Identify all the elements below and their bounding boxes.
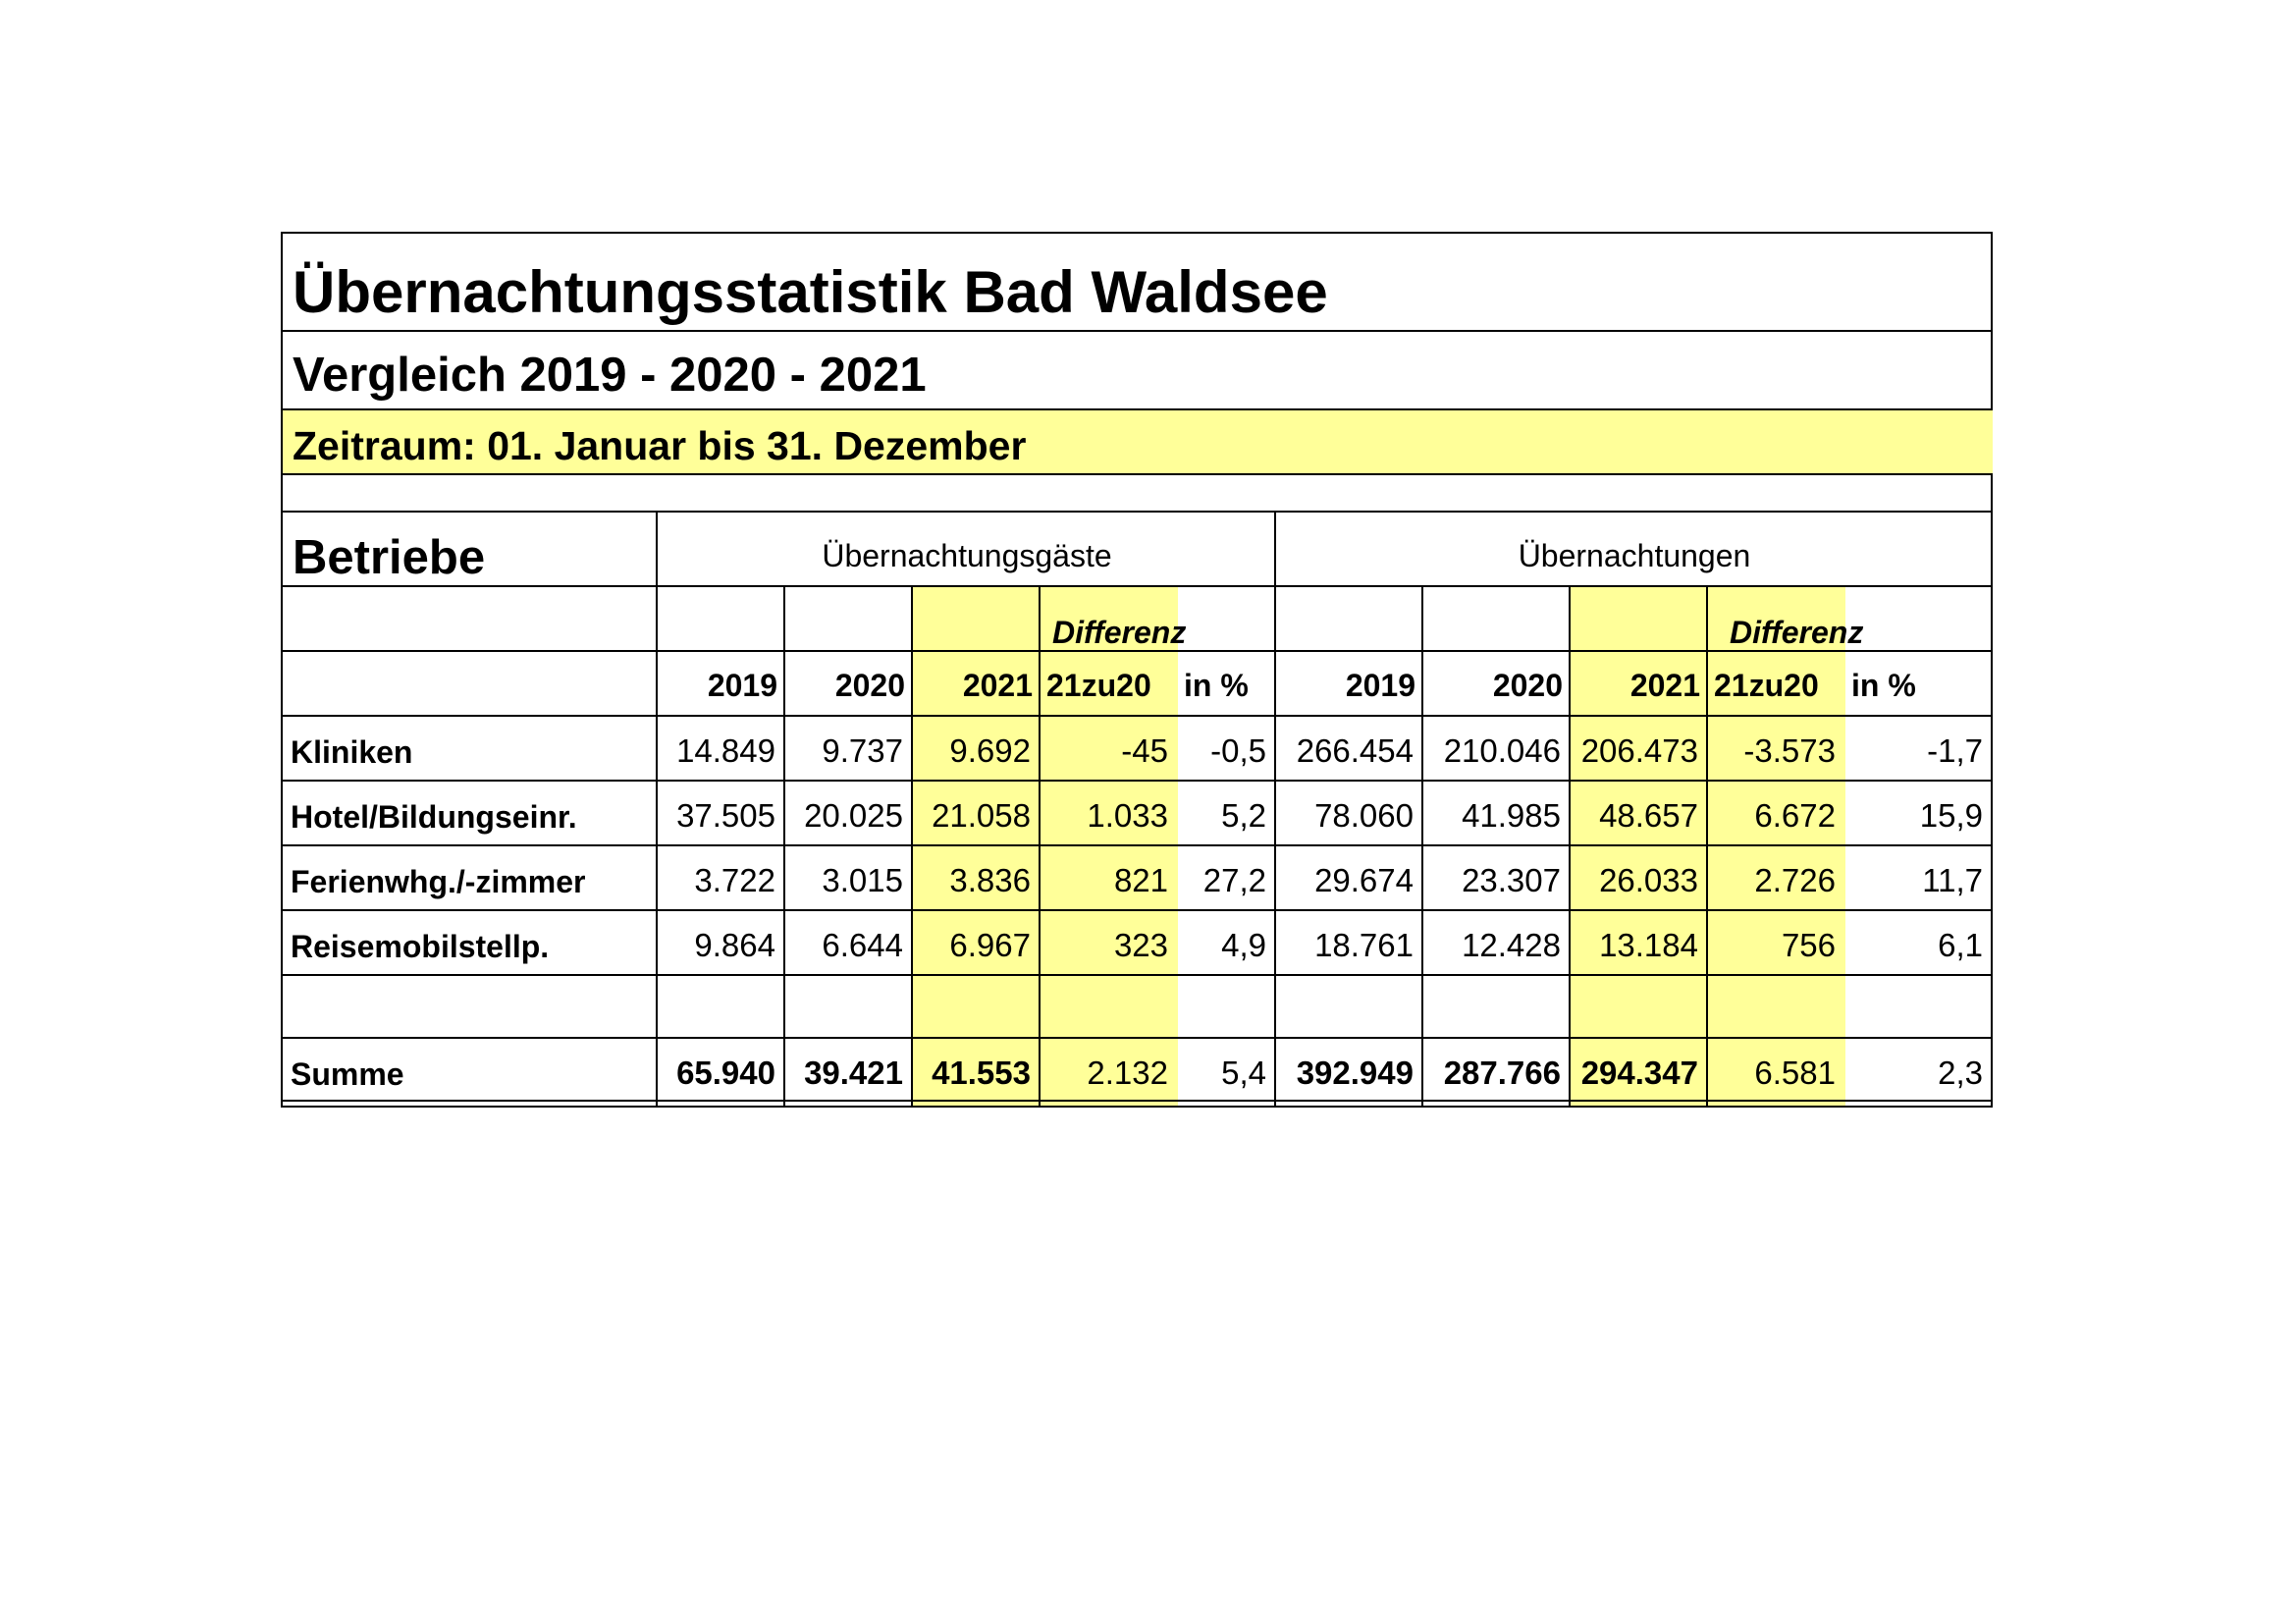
- row-divider: [283, 408, 1993, 410]
- column-header-guests-2020: 2020: [834, 668, 905, 703]
- row-divider: [283, 909, 1993, 911]
- column-header-guests-in: in %: [1184, 668, 1249, 703]
- table-cell: 6,1: [1938, 927, 1983, 963]
- table-cell: 2.726: [1754, 862, 1836, 898]
- table-cell: 9.692: [949, 732, 1031, 769]
- row-label: Reisemobilstellp.: [291, 929, 550, 964]
- table-cell: 821: [1113, 862, 1168, 898]
- table-cell: 37.505: [676, 797, 775, 834]
- table-cell: 3.015: [822, 862, 903, 898]
- row-label: Ferienwhg./-zimmer: [291, 864, 586, 899]
- table-cell: 48.657: [1599, 797, 1698, 834]
- table-cell: 294.347: [1580, 1055, 1698, 1091]
- column-divider: [1569, 585, 1571, 1106]
- table-cell: 2.132: [1087, 1055, 1168, 1091]
- table-cell: 39.421: [804, 1055, 903, 1091]
- table-cell: 20.025: [804, 797, 903, 834]
- total-double-underline: [283, 1100, 1993, 1102]
- table-cell: 5,2: [1221, 797, 1266, 834]
- table-cell: 206.473: [1580, 732, 1698, 769]
- table-cell: 12.428: [1462, 927, 1561, 963]
- row-header-betriebe: Betriebe: [293, 531, 486, 584]
- table-cell: 756: [1781, 927, 1836, 963]
- column-divider: [1421, 585, 1423, 1106]
- table-cell: 78.060: [1314, 797, 1414, 834]
- column-divider: [911, 585, 913, 1106]
- row-divider: [283, 1037, 1993, 1039]
- row-divider: [283, 585, 1993, 587]
- column-header-guests-2019: 2019: [707, 668, 777, 703]
- table-cell: 27,2: [1202, 862, 1266, 898]
- column-divider: [1706, 585, 1708, 1106]
- diff-label-overnights: Differenz: [1730, 615, 1864, 650]
- table-cell: 6.644: [822, 927, 903, 963]
- table-cell: 13.184: [1599, 927, 1698, 963]
- table-cell: 3.722: [694, 862, 775, 898]
- table-cell: 5,4: [1221, 1055, 1266, 1091]
- table-cell: 2,3: [1938, 1055, 1983, 1091]
- table-cell: 4,9: [1221, 927, 1266, 963]
- table-cell: -3.573: [1743, 732, 1836, 769]
- column-header-overnights-in: in %: [1851, 668, 1916, 703]
- table-cell: 287.766: [1443, 1055, 1561, 1091]
- table-cell: -1,7: [1927, 732, 1983, 769]
- row-label: Kliniken: [291, 734, 413, 770]
- table-cell: 26.033: [1599, 862, 1698, 898]
- column-header-overnights-21zu20: 21zu20: [1714, 668, 1819, 703]
- table-cell: -45: [1121, 732, 1168, 769]
- table-cell: 65.940: [676, 1055, 775, 1091]
- table-cell: 1.033: [1087, 797, 1168, 834]
- row-divider: [283, 330, 1993, 332]
- table-cell: 18.761: [1314, 927, 1414, 963]
- period-label: Zeitraum: 01. Januar bis 31. Dezember: [293, 423, 1027, 468]
- column-divider: [783, 585, 785, 1106]
- row-label: Hotel/Bildungseinr.: [291, 799, 577, 835]
- row-divider: [283, 844, 1993, 846]
- row-divider: [283, 650, 1993, 652]
- row-divider: [283, 511, 1993, 513]
- row-divider: [283, 780, 1993, 782]
- table-cell: 6.581: [1754, 1055, 1836, 1091]
- table-cell: 392.949: [1296, 1055, 1414, 1091]
- table-cell: 11,7: [1922, 862, 1983, 898]
- diff-label-guests: Differenz: [1052, 615, 1187, 650]
- table-cell: 6.672: [1754, 797, 1836, 834]
- table-cell: 14.849: [676, 732, 775, 769]
- table-cell: 9.864: [694, 927, 775, 963]
- table-cell: 323: [1113, 927, 1168, 963]
- column-header-overnights-2021: 2021: [1629, 668, 1700, 703]
- table-cell: 6.967: [949, 927, 1031, 963]
- table-cell: 15,9: [1919, 797, 1983, 834]
- sheet-subtitle: Vergleich 2019 - 2020 - 2021: [293, 349, 927, 402]
- column-header-overnights-2020: 2020: [1492, 668, 1563, 703]
- row-label: Summe: [291, 1056, 404, 1092]
- table-cell: 9.737: [822, 732, 903, 769]
- statistics-sheet: [281, 232, 1993, 1108]
- table-cell: 41.553: [932, 1055, 1031, 1091]
- table-cell: 266.454: [1296, 732, 1414, 769]
- column-header-guests-21zu20: 21zu20: [1046, 668, 1151, 703]
- table-cell: 29.674: [1314, 862, 1414, 898]
- column-divider: [1039, 585, 1041, 1106]
- table-cell: 21.058: [932, 797, 1031, 834]
- table-cell: 3.836: [949, 862, 1031, 898]
- table-cell: 23.307: [1462, 862, 1561, 898]
- column-header-guests-2021: 2021: [962, 668, 1033, 703]
- table-cell: 41.985: [1462, 797, 1561, 834]
- column-divider: [1274, 585, 1276, 1106]
- sheet-title: Übernachtungsstatistik Bad Waldsee: [293, 259, 1328, 325]
- group-header-overnights: Übernachtungen: [1518, 538, 1751, 573]
- group-header-guests: Übernachtungsgäste: [822, 538, 1112, 573]
- row-divider: [283, 473, 1993, 475]
- row-divider: [283, 974, 1993, 976]
- table-cell: -0,5: [1210, 732, 1266, 769]
- table-cell: 210.046: [1443, 732, 1561, 769]
- column-divider: [656, 585, 658, 1106]
- row-divider: [283, 715, 1993, 717]
- column-header-overnights-2019: 2019: [1345, 668, 1415, 703]
